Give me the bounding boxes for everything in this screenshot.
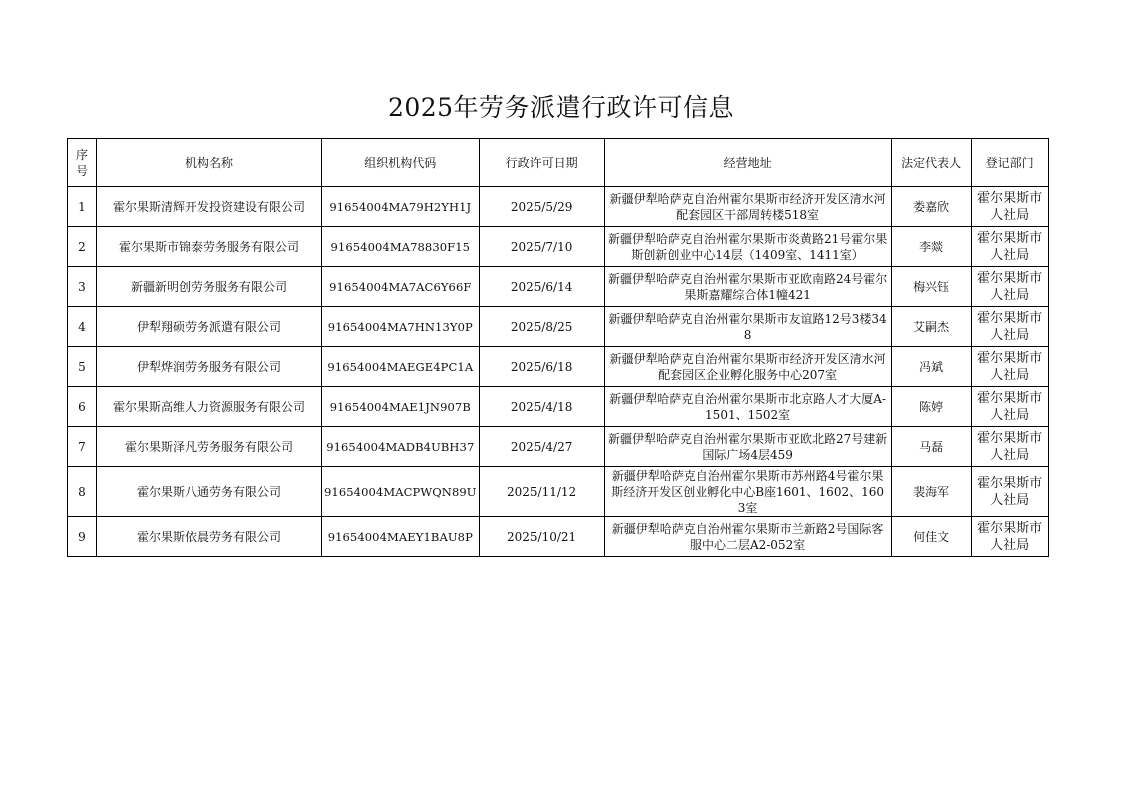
table-row xyxy=(68,187,1049,227)
cell-rep: 冯斌 xyxy=(891,347,971,387)
cell-code: 91654004MA7AC6Y66F xyxy=(322,267,480,307)
header-rep: 法定代表人 xyxy=(891,139,971,187)
cell-name: 伊犁翔硕劳务派遣有限公司 xyxy=(97,307,322,347)
cell-name: 霍尔果斯依晨劳务有限公司 xyxy=(97,517,322,557)
page-title: 2025年劳务派遣行政许可信息 xyxy=(387,93,735,122)
cell-rep: 何佳文 xyxy=(891,517,971,557)
cell-date: 2025/4/18 xyxy=(479,387,604,427)
cell-address: 新疆伊犁哈萨克自治州霍尔果斯市亚欧南路24号霍尔果斯嘉耀综合体1幢421 xyxy=(604,267,891,307)
cell-date: 2025/6/18 xyxy=(479,347,604,387)
cell-rep: 马磊 xyxy=(891,427,971,467)
cell-address: 新疆伊犁哈萨克自治州霍尔果斯市炎黄路21号霍尔果斯创新创业中心14层（1409室、1411室） xyxy=(604,227,891,267)
cell-date: 2025/6/14 xyxy=(479,267,604,307)
header-dept: 登记部门 xyxy=(971,139,1048,187)
cell-address: 新疆伊犁哈萨克自治州霍尔果斯市北京路人才大厦A-1501、1502室 xyxy=(604,387,891,427)
cell-name: 霍尔果斯八通劳务有限公司 xyxy=(97,467,322,517)
cell-name: 霍尔果斯高维人力资源服务有限公司 xyxy=(97,387,322,427)
cell-no: 8 xyxy=(68,467,97,517)
cell-no: 9 xyxy=(68,517,97,557)
cell-rep: 陈婷 xyxy=(891,387,971,427)
table-row xyxy=(68,227,1049,267)
table-row xyxy=(68,267,1049,307)
license-table xyxy=(67,138,1049,557)
cell-address: 新疆伊犁哈萨克自治州霍尔果斯市经济开发区清水河配套园区企业孵化服务中心207室 xyxy=(604,347,891,387)
cell-no: 1 xyxy=(68,187,97,227)
cell-code: 91654004MADB4UBH37 xyxy=(322,427,480,467)
cell-name: 霍尔果斯市锦泰劳务服务有限公司 xyxy=(97,227,322,267)
cell-dept: 霍尔果斯市人社局 xyxy=(971,267,1048,307)
cell-date: 2025/5/29 xyxy=(479,187,604,227)
cell-no: 5 xyxy=(68,347,97,387)
cell-dept: 霍尔果斯市人社局 xyxy=(971,227,1048,267)
cell-code: 91654004MAE1JN907B xyxy=(322,387,480,427)
header-row xyxy=(68,139,1049,187)
cell-rep: 艾嗣杰 xyxy=(891,307,971,347)
cell-dept: 霍尔果斯市人社局 xyxy=(971,347,1048,387)
cell-dept: 霍尔果斯市人社局 xyxy=(971,467,1048,517)
cell-dept: 霍尔果斯市人社局 xyxy=(971,187,1048,227)
cell-date: 2025/10/21 xyxy=(479,517,604,557)
cell-no: 7 xyxy=(68,427,97,467)
cell-code: 91654004MAEGE4PC1A xyxy=(322,347,480,387)
header-code: 组织机构代码 xyxy=(322,139,480,187)
table-row xyxy=(68,517,1049,557)
header-no: 序号 xyxy=(68,139,97,187)
cell-code: 91654004MA7HN13Y0P xyxy=(322,307,480,347)
cell-date: 2025/4/27 xyxy=(479,427,604,467)
table-row xyxy=(68,467,1049,517)
table-row xyxy=(68,387,1049,427)
cell-date: 2025/7/10 xyxy=(479,227,604,267)
cell-no: 6 xyxy=(68,387,97,427)
cell-no: 2 xyxy=(68,227,97,267)
cell-name: 新疆新明创劳务服务有限公司 xyxy=(97,267,322,307)
cell-address: 新疆伊犁哈萨克自治州霍尔果斯市亚欧北路27号建新国际广场4层459 xyxy=(604,427,891,467)
cell-dept: 霍尔果斯市人社局 xyxy=(971,307,1048,347)
cell-dept: 霍尔果斯市人社局 xyxy=(971,387,1048,427)
cell-code: 91654004MAEY1BAU8P xyxy=(322,517,480,557)
cell-code: 91654004MA78830F15 xyxy=(322,227,480,267)
cell-rep: 梅兴钰 xyxy=(891,267,971,307)
table-row xyxy=(68,307,1049,347)
cell-name: 霍尔果斯泽凡劳务服务有限公司 xyxy=(97,427,322,467)
table-row xyxy=(68,347,1049,387)
cell-rep: 娄嘉欣 xyxy=(891,187,971,227)
cell-name: 霍尔果斯清辉开发投资建设有限公司 xyxy=(97,187,322,227)
cell-address: 新疆伊犁哈萨克自治州霍尔果斯市兰新路2号国际客服中心二层A2-052室 xyxy=(604,517,891,557)
header-name: 机构名称 xyxy=(97,139,322,187)
cell-rep: 裴海军 xyxy=(891,467,971,517)
cell-dept: 霍尔果斯市人社局 xyxy=(971,427,1048,467)
cell-date: 2025/11/12 xyxy=(479,467,604,517)
cell-address: 新疆伊犁哈萨克自治州霍尔果斯市经济开发区清水河配套园区干部周转楼518室 xyxy=(604,187,891,227)
cell-no: 3 xyxy=(68,267,97,307)
cell-address: 新疆伊犁哈萨克自治州霍尔果斯市友谊路12号3楼348 xyxy=(604,307,891,347)
cell-no: 4 xyxy=(68,307,97,347)
cell-code: 91654004MACPWQN89U xyxy=(322,467,480,517)
header-date: 行政许可日期 xyxy=(479,139,604,187)
cell-name: 伊犁烨润劳务服务有限公司 xyxy=(97,347,322,387)
cell-dept: 霍尔果斯市人社局 xyxy=(971,517,1048,557)
cell-address: 新疆伊犁哈萨克自治州霍尔果斯市苏州路4号霍尔果斯经济开发区创业孵化中心B座1601、1602、1603室 xyxy=(604,467,891,517)
cell-date: 2025/8/25 xyxy=(479,307,604,347)
cell-code: 91654004MA79H2YH1J xyxy=(322,187,480,227)
table-row xyxy=(68,427,1049,467)
header-address: 经营地址 xyxy=(604,139,891,187)
cell-rep: 李燚 xyxy=(891,227,971,267)
